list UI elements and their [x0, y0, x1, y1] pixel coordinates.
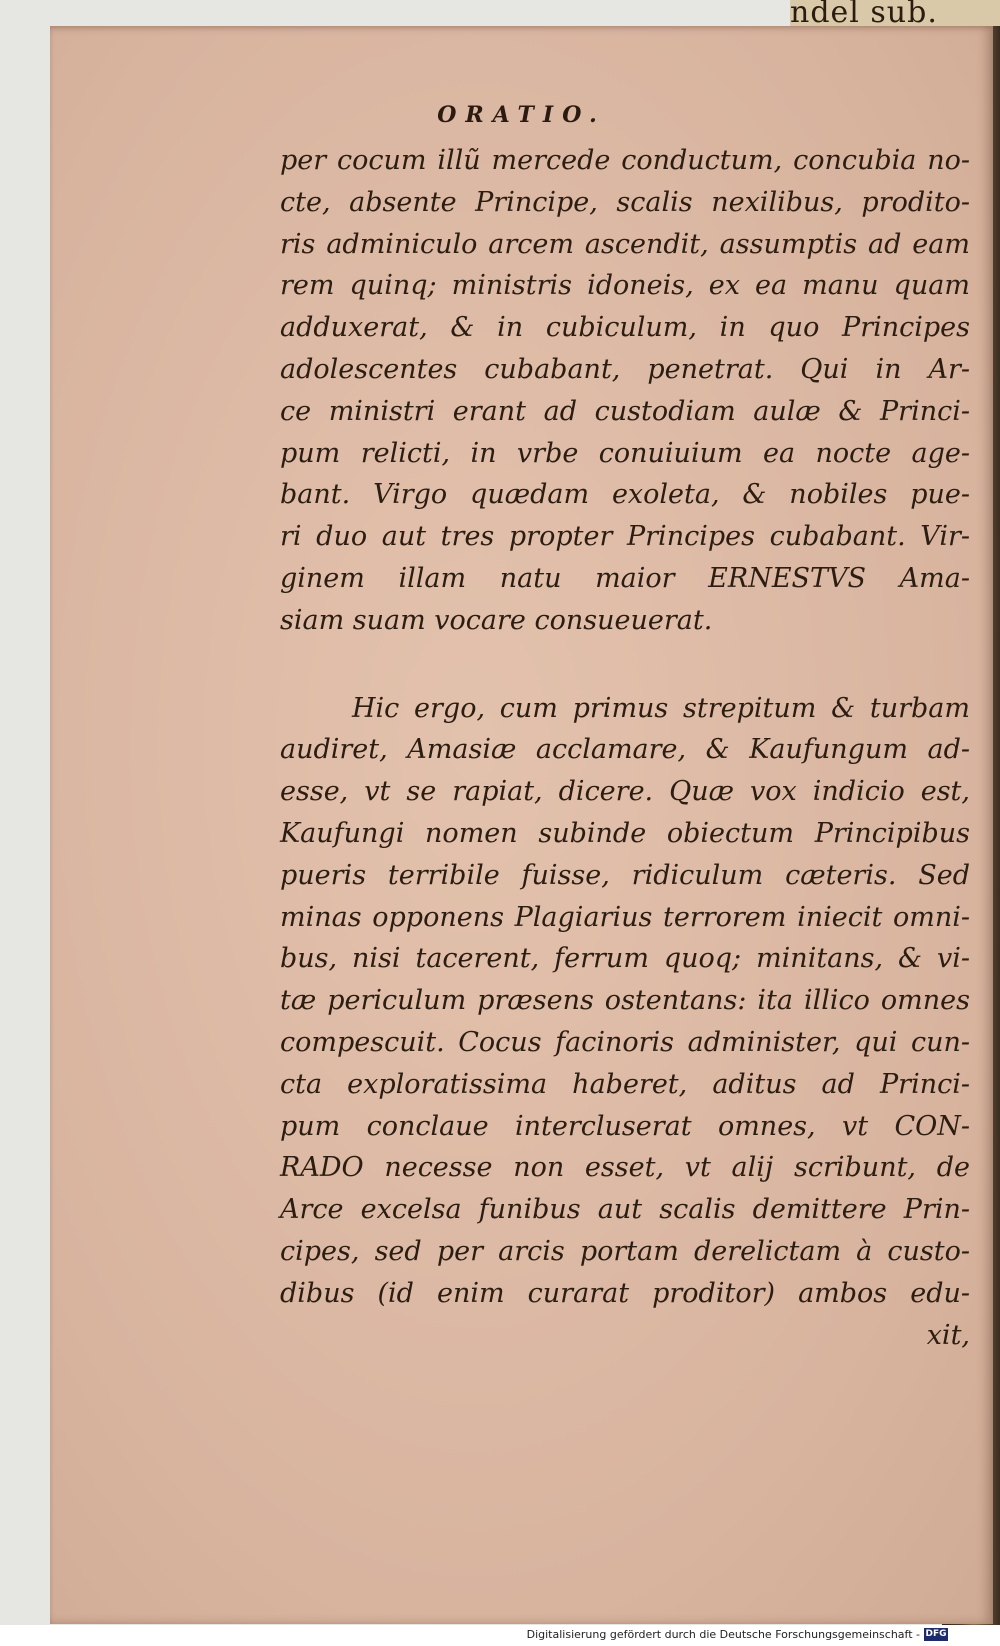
bleed-through-text: ndel sub.	[790, 0, 1000, 26]
text-line: siam suam vocare consueuerat.	[280, 604, 713, 636]
text-line: Arce excelsa funibus aut scalis demittere Prin-	[280, 1194, 970, 1226]
text-line: ris adminiculo arcem ascendit, assumptis ad eam	[280, 228, 970, 260]
text-line: Kaufungi nomen subinde obiectum Principibus	[280, 817, 970, 849]
text-line: bus, nisi tacerent, ferrum quoq; minitans, & vi-	[280, 943, 970, 975]
funding-credit: Digitalisierung gefördert durch die Deutsche Forschungsgemeinschaft -	[526, 1628, 920, 1641]
text-line: pueris terribile fuisse, ridiculum cæteris. Sed	[280, 859, 970, 891]
running-head: ORATIO.	[437, 102, 606, 128]
text-line: cta exploratissima haberet, aditus ad Princi-	[280, 1068, 970, 1100]
dfg-logo: DFG	[925, 1629, 947, 1639]
text-line: esse, vt se rapiat, dicere. Quæ vox indicio est,	[280, 776, 970, 808]
text-line: adolescentes cubabant, penetrat. Qui in Ar-	[280, 353, 970, 385]
text-line: minas opponens Plagiarius terrorem iniecit omni-	[280, 901, 970, 933]
text-line: ginem illam natu maior ERNESTVS Ama-	[280, 562, 970, 594]
text-line: bant. Virgo quædam exoleta, & nobiles pue-	[280, 479, 970, 511]
text-line: per cocum illũ mercede conductum, concubia no-	[280, 145, 970, 176]
text-line: cipes, sed per arcis portam derelictam à custo-	[280, 1235, 970, 1267]
catchword: xit,	[926, 1319, 970, 1351]
page-text	[280, 140, 970, 1356]
text-line: cte, absente Principe, scalis nexilibus, prodito-	[280, 186, 970, 218]
text-line: audiret, Amasiæ acclamare, & Kaufungum ad-	[280, 734, 970, 766]
text-line: ce ministri erant ad custodiam aulæ & Princi-	[280, 395, 970, 427]
text-line: pum relicti, in vrbe conuiuium ea nocte age-	[280, 437, 970, 469]
text-line: RADO necesse non esset, vt alij scribunt, de	[280, 1152, 970, 1184]
text-line: pum conclaue intercluserat omnes, vt CON-	[280, 1110, 970, 1142]
text-line: compescuit. Cocus facinoris administer, qui cun-	[280, 1026, 970, 1058]
paragraph-gap	[280, 642, 970, 688]
text-line: rem quinq; ministris idoneis, ex ea manu quam	[280, 270, 970, 302]
book-page	[50, 26, 993, 1624]
text-line: ri duo aut tres propter Principes cubabant. Vir-	[280, 521, 970, 553]
text-line: Hic ergo, cum primus strepitum & turbam	[352, 692, 970, 724]
footer-bar	[0, 1625, 1000, 1646]
text-line: dibus (id enim curarat proditor) ambos edu-	[280, 1277, 970, 1309]
text-line: tæ periculum præsens ostentans: ita illico omnes	[280, 985, 970, 1017]
text-line: adduxerat, & in cubiculum, in quo Principes	[280, 312, 970, 344]
